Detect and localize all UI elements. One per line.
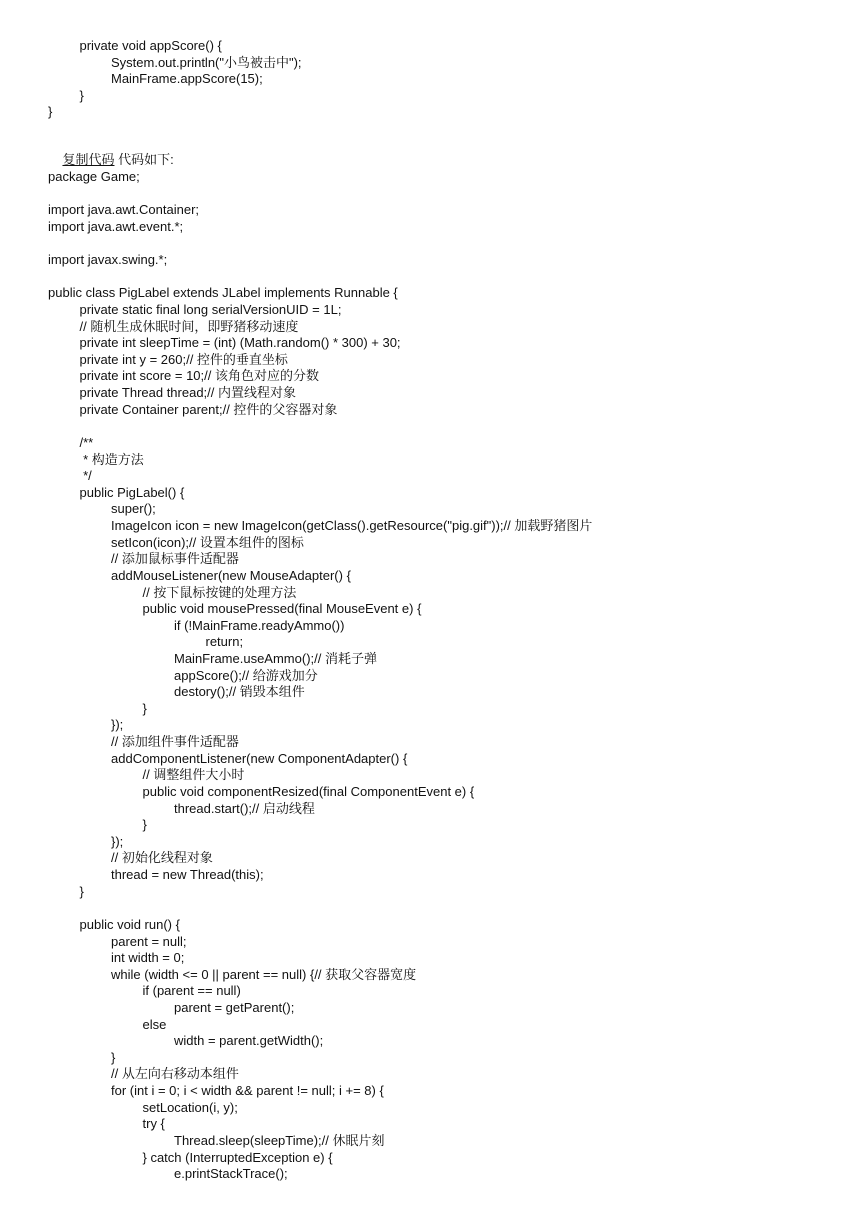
code-line: import java.awt.Container; (48, 202, 200, 218)
copy-code-caption: 代码如下: (114, 152, 174, 167)
code-line: // 添加鼠标事件适配器 (111, 551, 239, 567)
code-line: System.out.println("小鸟被击中"); (111, 54, 302, 70)
code-line: } (142, 700, 147, 716)
code-line: destory();// 销毁本组件 (174, 684, 305, 700)
code-line: private Thread thread;// 内置线程对象 (79, 385, 297, 401)
code-line: } (48, 104, 53, 120)
code-line: import javax.swing.*; (48, 252, 168, 268)
copy-code-link[interactable]: 复制代码 (62, 152, 115, 167)
code-line: */ (79, 468, 92, 484)
code-line: addComponentListener(new ComponentAdapter() { (111, 750, 408, 766)
code-line: public class PigLabel extends JLabel implements Runnable { (48, 285, 398, 301)
code-line: } (142, 817, 147, 833)
code-line: }); (111, 833, 124, 849)
code-line: while (width <= 0 || parent == null) {// 获取父容器宽度 (111, 966, 417, 982)
code-line: public void mousePressed(final MouseEvent e) { (142, 601, 422, 617)
code-line: if (parent == null) (142, 983, 241, 999)
code-line: appScore();// 给游戏加分 (174, 667, 318, 683)
code-line: // 初始化线程对象 (111, 850, 213, 866)
code-line: parent = null; (111, 933, 187, 949)
code-line: private void appScore() { (79, 38, 222, 53)
code-line: width = parent.getWidth(); (174, 1033, 324, 1049)
code-line: ImageIcon icon = new ImageIcon(getClass().getResource("pig.gif"));// 加载野猪图片 (111, 518, 593, 534)
code-line: try { (142, 1116, 165, 1132)
code-line: public void run() { (79, 916, 180, 932)
code-line: Thread.sleep(sleepTime);// 休眠片刻 (174, 1132, 385, 1148)
code-line: /** (79, 434, 94, 450)
code-line: if (!MainFrame.readyAmmo()) (174, 617, 345, 633)
code-line: private static final long serialVersionUID = 1L; (79, 301, 342, 317)
code-line: thread.start();// 启动线程 (174, 800, 315, 816)
code-line: import java.awt.event.*; (48, 218, 184, 234)
code-line: private Container parent;// 控件的父容器对象 (79, 401, 338, 417)
code-line: // 随机生成休眠时间，即野猪移动速度 (79, 318, 299, 334)
code-line: else (142, 1016, 167, 1032)
code-line: private int y = 260;// 控件的垂直坐标 (79, 351, 288, 367)
code-line: private int sleepTime = (int) (Math.random() * 300) + 30; (79, 335, 401, 351)
code-line: package Game; (48, 169, 140, 184)
code-line: } (79, 87, 84, 103)
code-line: public PigLabel() { (79, 484, 185, 500)
code-line: parent = getParent(); (174, 1000, 295, 1015)
code-line: } (111, 1049, 116, 1065)
code-line: setLocation(i, y); (142, 1099, 238, 1115)
code-line: // 调整组件大小时 (142, 767, 245, 783)
code-line: for (int i = 0; i < width && parent != null; i += 8) { (111, 1083, 384, 1099)
code-line: // 按下鼠标按键的处理方法 (142, 584, 297, 600)
code-line: setIcon(icon);// 设置本组件的图标 (111, 534, 304, 550)
code-line: // 添加组件事件适配器 (111, 734, 239, 750)
code-line: }); (111, 717, 124, 733)
code-line: } catch (InterruptedException e) { (142, 1149, 333, 1165)
code-line: public void componentResized(final ComponentEvent e) { (142, 783, 475, 799)
code-line: private int score = 10;// 该角色对应的分数 (79, 368, 319, 384)
code-line: addMouseListener(new MouseAdapter() { (111, 567, 351, 583)
code-line: MainFrame.appScore(15); (111, 71, 263, 87)
code-line: } (79, 883, 84, 899)
code-line: e.printStackTrace(); (174, 1166, 288, 1182)
code-line: // 从左向右移动本组件 (111, 1066, 239, 1082)
code-line: MainFrame.useAmmo();// 消耗子弹 (174, 650, 377, 666)
code-line: int width = 0; (111, 950, 185, 966)
code-line: thread = new Thread(this); (111, 867, 264, 883)
code-line: * 构造方法 (79, 451, 144, 467)
code-line: return; (205, 634, 244, 650)
code-line: super(); (111, 501, 156, 517)
